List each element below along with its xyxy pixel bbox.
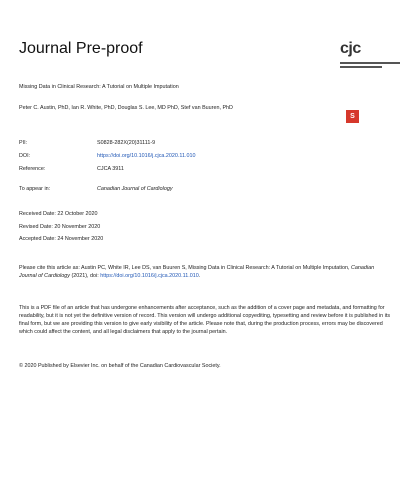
citation-journal: Canadian Journal of Cardiology xyxy=(19,265,375,279)
revised-date: Revised Date: 20 November 2020 xyxy=(19,223,101,230)
journal-badge: S xyxy=(346,110,359,123)
citation-end: . xyxy=(198,273,201,279)
pii-value: S0828-282X(20)31111-9 xyxy=(97,140,156,146)
authors: Peter C. Austin, PhD, Ian R. White, PhD, Douglas S. Lee, MD PhD, Stef van Buuren, PhD xyxy=(19,105,233,111)
doi-link[interactable]: https://doi.org/10.1016/j.cjca.2020.11.010 xyxy=(97,153,196,159)
pii-label: PII: xyxy=(19,140,28,146)
logo-subtitle-lines xyxy=(340,62,400,70)
appear-label: To appear in: xyxy=(19,186,51,192)
dates-block xyxy=(19,208,103,246)
article-title: Missing Data in Clinical Research: A Tutorial on Multiple Imputation xyxy=(19,84,179,90)
doi-label: DOI: xyxy=(19,153,31,159)
accepted-date: Accepted Date: 24 November 2020 xyxy=(19,236,104,242)
logo-text: cjc xyxy=(340,40,361,57)
reference-label: Reference: xyxy=(19,166,46,172)
pre-proof-notice: This is a PDF file of an article that has undergone enhancements after acceptance, such as the addition of a cover page and metadata, and formatting for readability, but it is not yet the definitive version of record. This version will undergo additional copyediting, typesetting and review before it is published in its final form, but we are providing this version to give early visibility of the article. Please note that, during the production process, errors may be discovered which could affect the content, and all legal disclaimers that apply to the journal pertain. xyxy=(19,305,391,335)
appear-value: Canadian Journal of Cardiology xyxy=(97,186,173,192)
citation-prefix: Please cite this article as: Austin PC, White IR, Lee DS, van Buuren S, Missing Data in Clinical Research: A Tutorial on Multiple Imputation, xyxy=(19,265,350,271)
citation-suffix: (2021), doi: xyxy=(71,273,99,279)
reference-value: CJCA 3911 xyxy=(97,166,124,172)
received-date: Received Date: 22 October 2020 xyxy=(19,211,98,217)
citation-doi-link[interactable]: https://doi.org/10.1016/j.cjca.2020.11.010 xyxy=(100,273,199,279)
page-heading: Journal Pre-proof xyxy=(19,40,143,57)
copyright: © 2020 Published by Elsevier Inc. on behalf of the Canadian Cardiovascular Society. xyxy=(19,363,221,369)
citation xyxy=(19,264,391,280)
